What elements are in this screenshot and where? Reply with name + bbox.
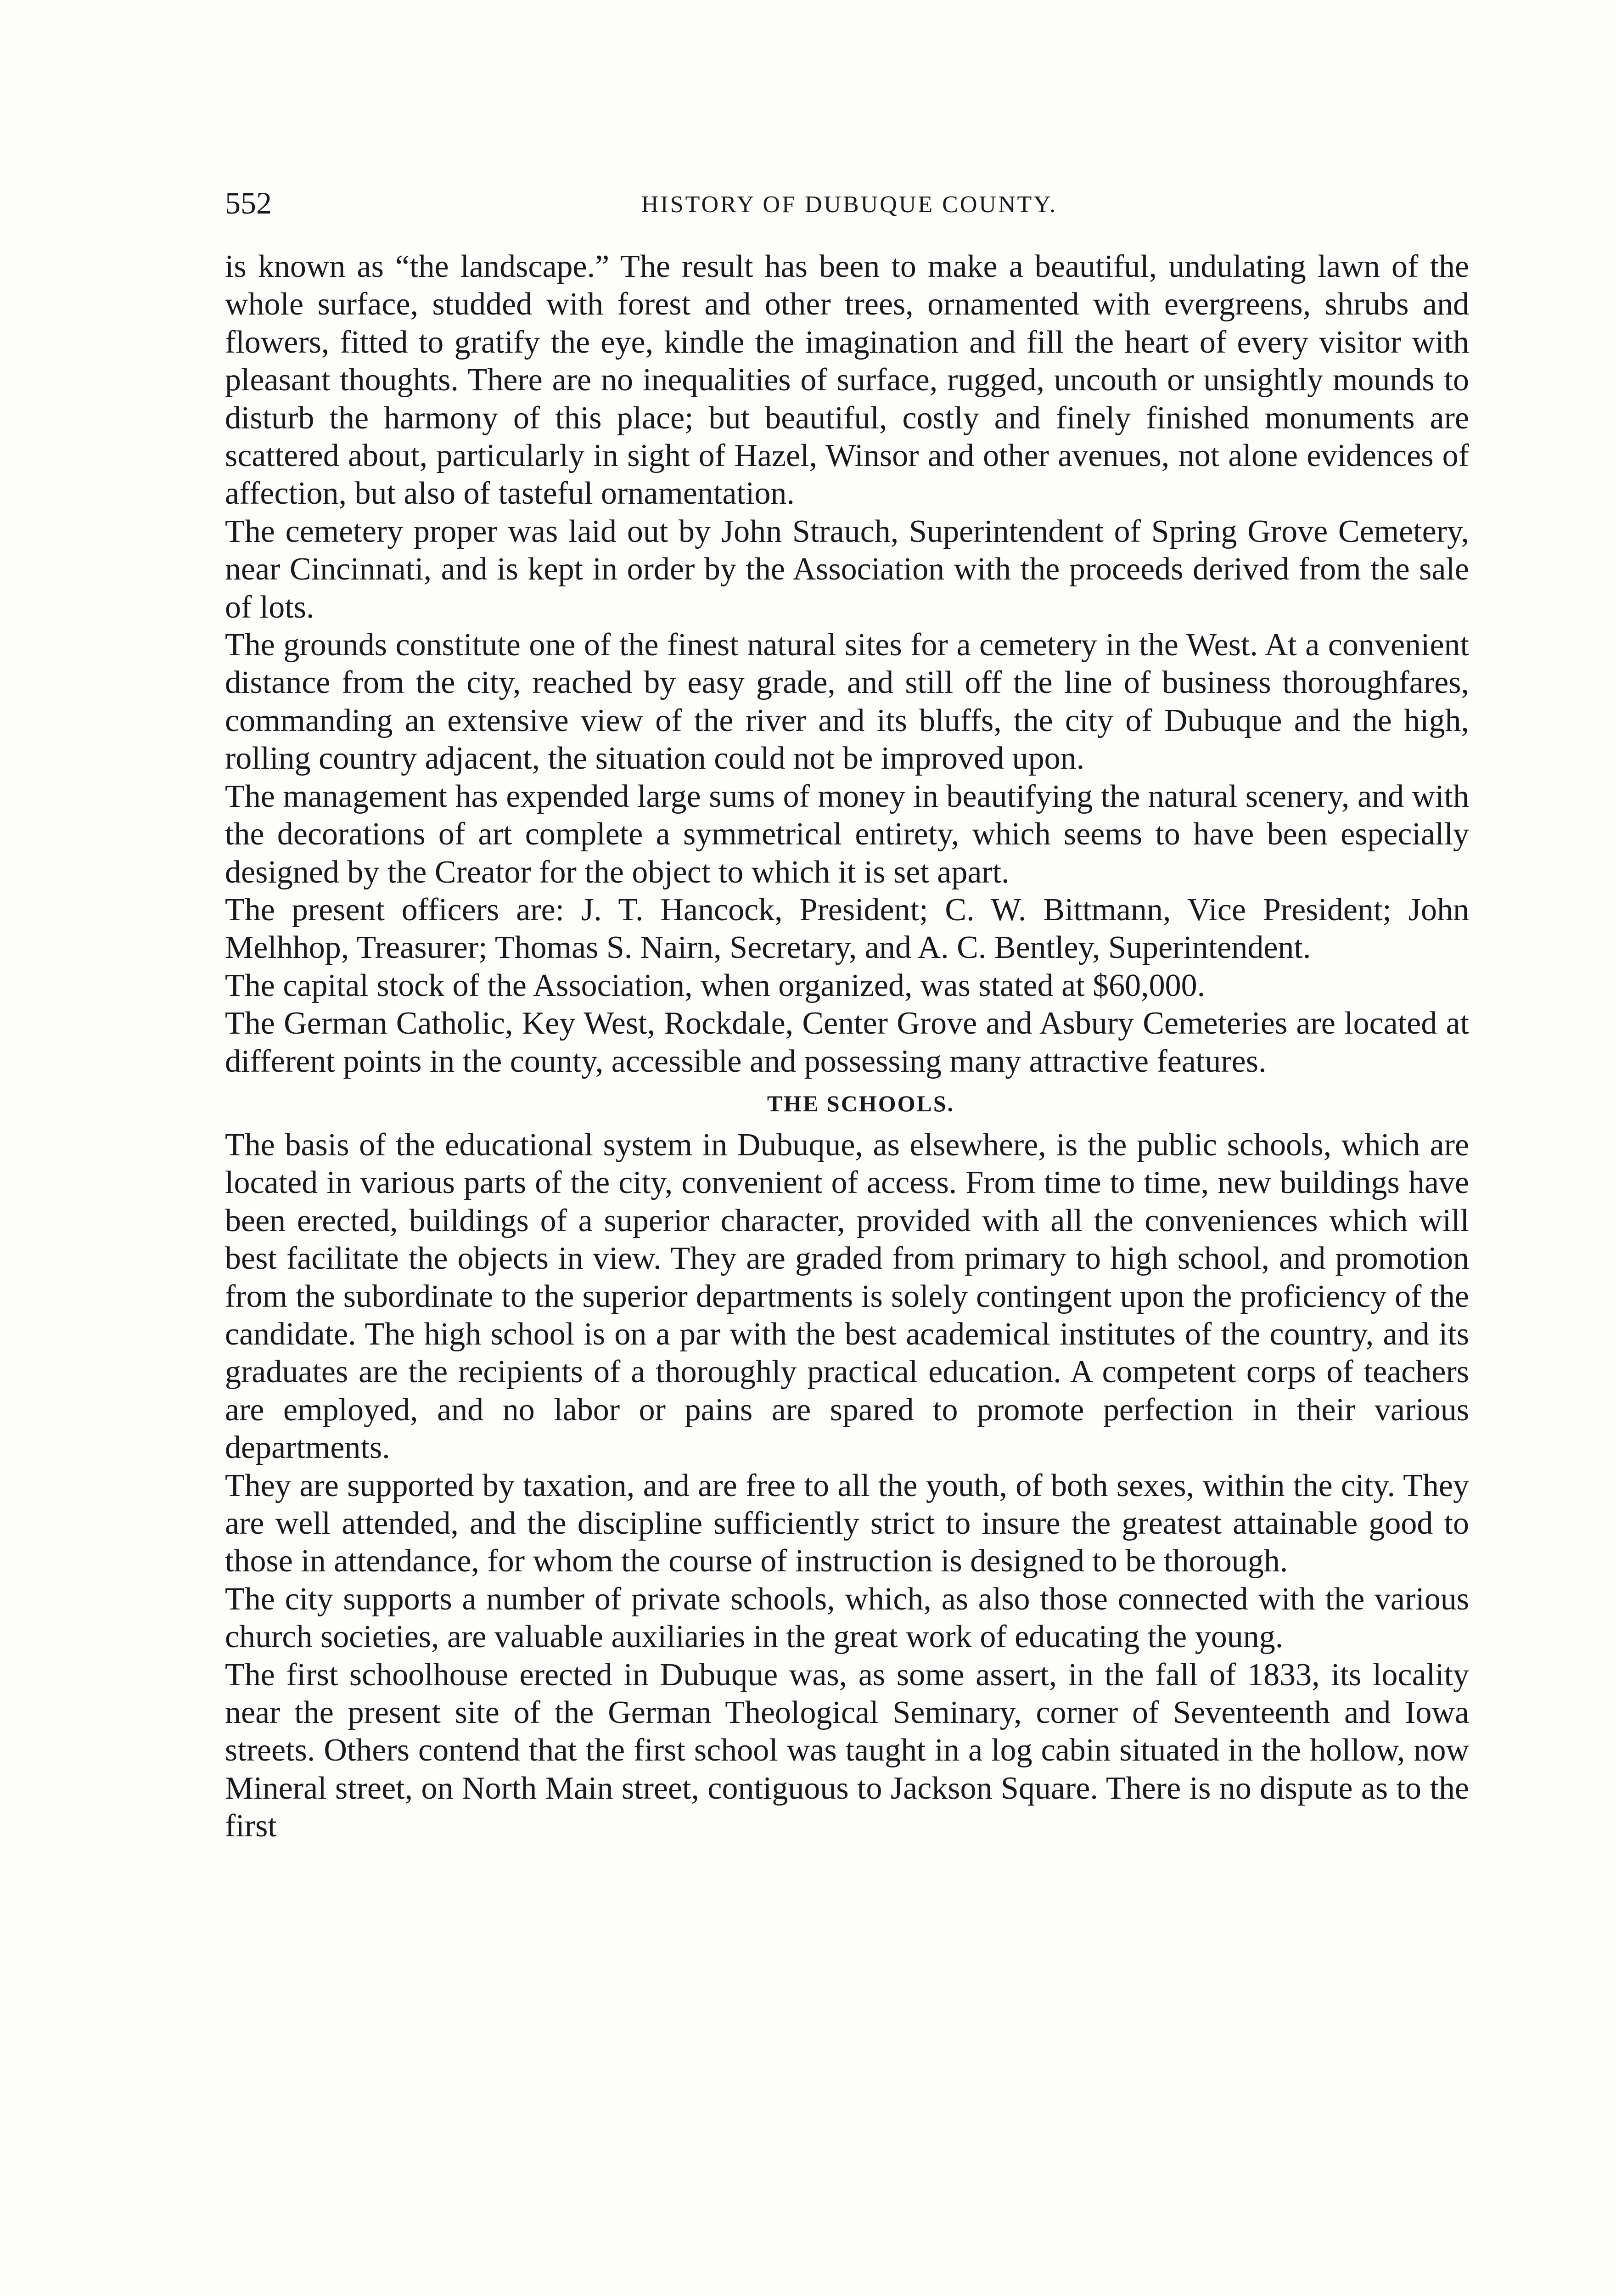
- paragraph: The city supports a number of private schools, which, as also those connected with the various church societies, are valuable auxiliaries in the great work of educating the young.: [225, 1581, 1469, 1655]
- body-text: [225, 248, 1469, 1846]
- paragraph: The grounds constitute one of the finest natural sites for a cemetery in the West. At a convenient distance from the city, reached by easy grade, and still off the line of business thoroughfares, commanding an extensive view of the river and its bluffs, the city of Dubuque and the high, rolling country adjacent, the situation could not be improved upon.: [225, 627, 1469, 777]
- paragraph: The cemetery proper was laid out by John Strauch, Superintendent of Spring Grove Cemetery, near Cincinnati, and is kept in order by the Association with the proceeds derived from the sale of lots.: [225, 513, 1469, 625]
- paragraph: The present officers are: J. T. Hancock, President; C. W. Bittmann, Vice President; John Melhhop, Treasurer; Thomas S. Nairn, Secretary, and A. C. Bentley, Superintendent.: [225, 892, 1469, 966]
- page-header: [225, 180, 1474, 231]
- paragraph: They are supported by taxation, and are free to all the youth, of both sexes, within the city. They are well attended, and the discipline sufficiently strict to insure the greatest attainable good to those in attendance, for whom the course of instruction is designed to be thorough.: [225, 1468, 1469, 1579]
- paragraph: The German Catholic, Key West, Rockdale, Center Grove and Asbury Cemeteries are located at different points in the county, accessible and possessing many attractive features.: [225, 1006, 1469, 1079]
- paragraph: The first schoolhouse erected in Dubuque was, as some assert, in the fall of 1833, its locality near the present site of the German Theological Seminary, corner of Seventeenth and Iowa streets. Others contend that the first school was taught in a log cabin situated in the hollow, now Mineral street, on North Main street, contiguous to Jackson Square. There is no dispute as to the first: [225, 1657, 1469, 1844]
- paragraph: The basis of the educational system in Dubuque, as elsewhere, is the public schools, which are located in various parts of the city, convenient of access. From time to time, new buildings have been erected, buildings of a superior character, provided with all the conveniences which will best facilitate the objects in view. They are graded from primary to high school, and promotion from the subordinate to the superior departments is solely contingent upon the proficiency of the candidate. The high school is on a par with the best academical institutes of the country, and its graduates are the recipients of a thoroughly practical education. A competent corps of teachers are employed, and no labor or pains are spared to promote perfection in their various departments.: [225, 1127, 1469, 1466]
- section-heading: THE SCHOOLS.: [767, 1090, 955, 1116]
- paragraph: is known as “the landscape.” The result has been to make a beautiful, undulating lawn of the whole surface, studded with forest and other trees, ornamented with evergreens, shrubs and flowers, fitted to gratify the eye, kindle the imagination and fill the heart of every visitor with pleasant thoughts. There are no inequalities of surface, rugged, uncouth or unsightly mounds to disturb the harmony of this place; but beautiful, costly and finely finished monuments are scattered about, particularly in sight of Hazel, Winsor and other avenues, not alone evidences of affection, but also of tasteful ornamentation.: [225, 249, 1469, 512]
- paragraph: The capital stock of the Association, when organized, was stated at $60,000.: [225, 968, 1206, 1003]
- page-number: 552: [225, 186, 272, 220]
- running-title: HISTORY OF DUBUQUE COUNTY.: [641, 191, 1058, 218]
- paragraph: The management has expended large sums of money in beautifying the natural scenery, and with the decorations of art complete a symmetrical entirety, which seems to have been especially designed by the Creator for the object to which it is set apart.: [225, 778, 1469, 890]
